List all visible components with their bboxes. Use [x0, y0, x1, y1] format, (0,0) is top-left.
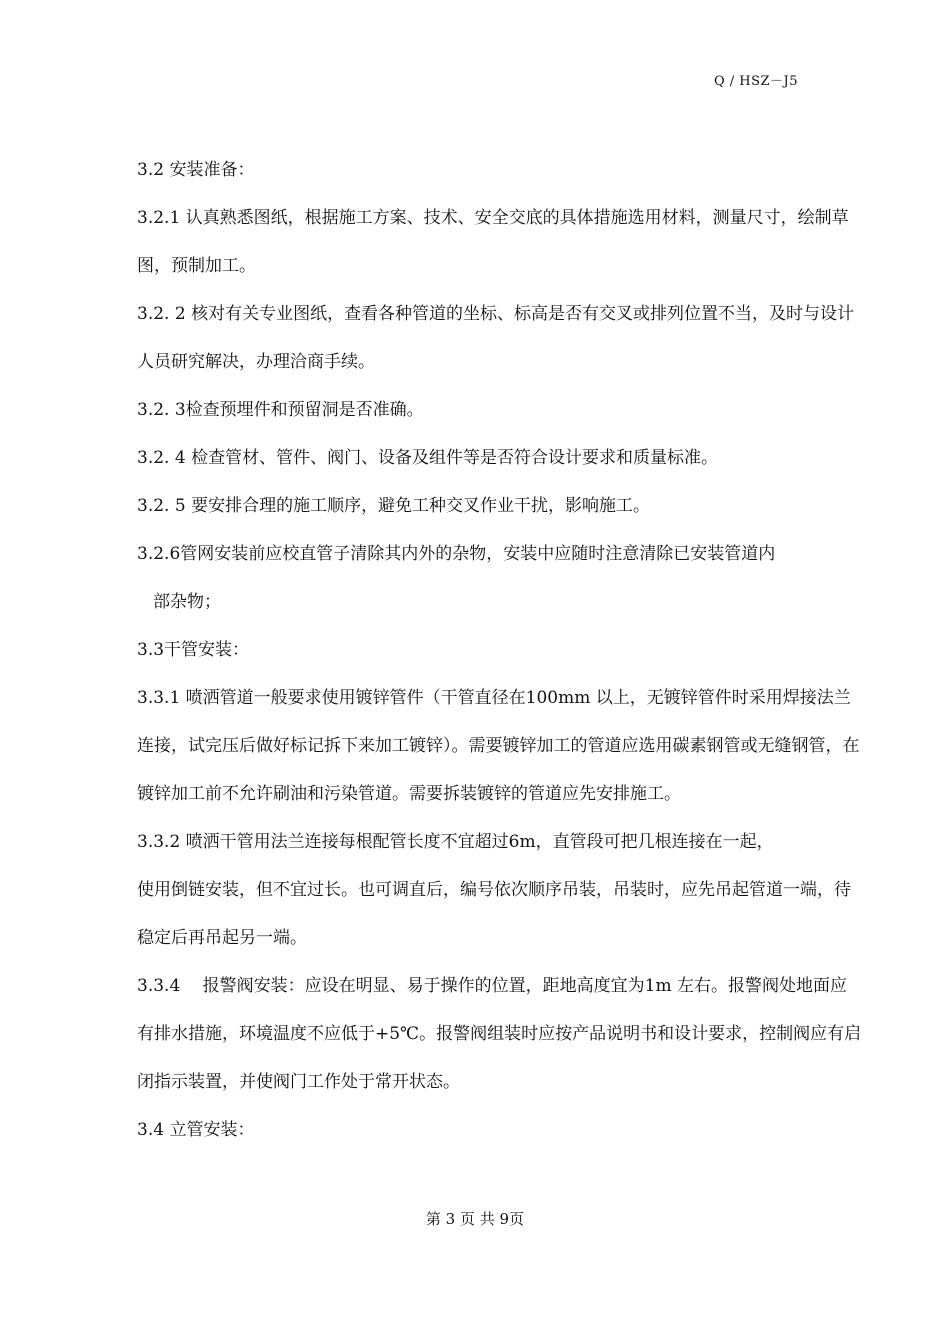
paragraph-3-3-2-continued: 使用倒链安装，但不宜过长。也可调直后，编号依次顺序吊装，吊装时，应先吊起管道一端，待稳定后再吊起另一端。 — [137, 880, 851, 948]
paragraph-3-3-2: 3.3.2 喷洒干管用法兰连接每根配管长度不宜超过6m，直管段可把几根连接在一起， — [137, 832, 774, 852]
document-body — [137, 146, 863, 1154]
paragraph-3-3-4: 3.3.4 报警阀安装：应设在明显、易于操作的位置，距地高度宜为1m 左右。报警阀处地面应有排水措施，环境温度不应低于+5℃。报警阀组装时应按产品说明书和设计要求，控制阀应有启闭指示装置，并使阀门工作处于常开状态。 — [137, 976, 862, 1092]
paragraph-3-2-6-continued: 部杂物； — [153, 592, 221, 612]
document-code: Q / HSZ－J5 — [713, 74, 798, 89]
paragraph-3-2-3: 3.2. 3检查预埋件和预留洞是否准确。 — [137, 400, 424, 420]
paragraph-3-2-4: 3.2. 4 检查管材、管件、阀门、设备及组件等是否符合设计要求和质量标准。 — [137, 448, 719, 468]
paragraph-3-3-1: 3.3.1 喷洒管道一般要求使用镀锌管件（干管直径在100mm 以上，无镀锌管件时采用焊接法兰连接，试完压后做好标记拆下来加工镀锌）。需要镀锌加工的管道应选用碳素钢管或无缝钢管，在镀锌加工前不允许刷油和污染管道。需要拆装镀锌的管道应先安排施工。 — [137, 688, 860, 804]
section-heading-3-4: 3.4 立管安装： — [137, 1120, 255, 1140]
page-number: 第 3 页 共 9页 — [425, 1210, 525, 1228]
section-heading-3-2: 3.2 安装准备： — [137, 160, 255, 180]
section-heading-3-3: 3.3干管安装： — [137, 640, 250, 660]
paragraph-3-2-6: 3.2.6管网安装前应校直管子清除其内外的杂物，安装中应随时注意清除已安装管道内 — [137, 544, 776, 564]
paragraph-3-2-5: 3.2. 5 要安排合理的施工顺序，避免工种交叉作业干扰，影响施工。 — [137, 496, 651, 516]
paragraph-3-2-2: 3.2. 2 核对有关专业图纸，查看各种管道的坐标、标高是否有交叉或排列位置不当，及时与设计人员研究解决，办理洽商手续。 — [137, 304, 855, 372]
paragraph-3-2-1: 3.2.1 认真熟悉图纸，根据施工方案、技术、安全交底的具体措施选用材料，测量尺寸，绘制草图，预制加工。 — [137, 208, 849, 276]
